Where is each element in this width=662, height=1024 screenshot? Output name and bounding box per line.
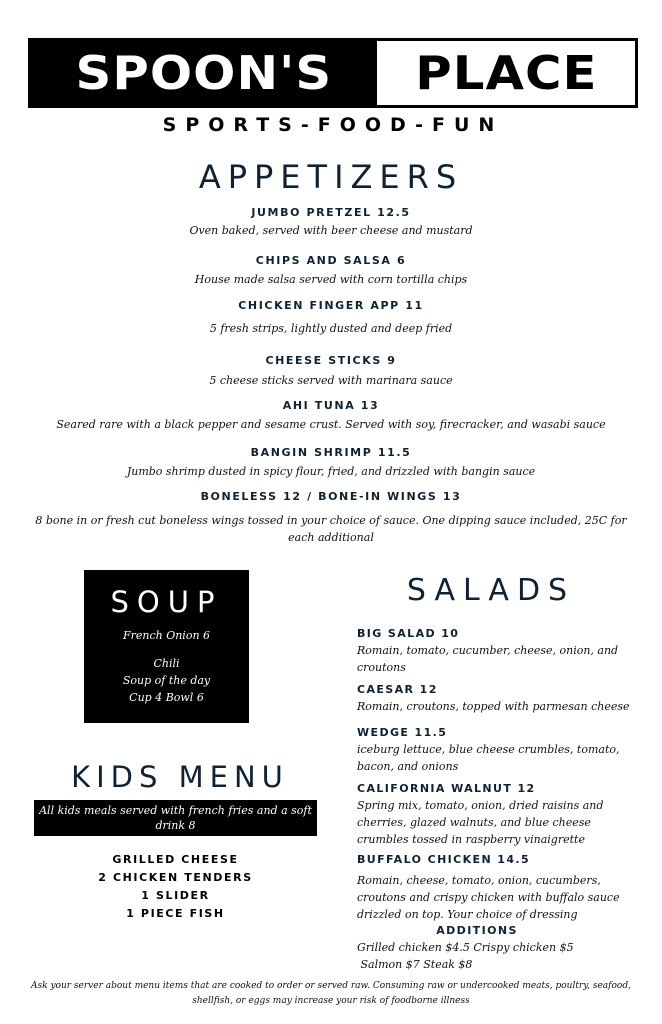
- logo-tagline: SPORTS-FOOD-FUN: [162, 114, 504, 136]
- salad-desc: iceburg lettuce, blue cheese crumbles, tomato, bacon, and onions: [357, 743, 620, 773]
- kids-menu-title: KIDS MENU: [71, 760, 289, 794]
- salad-desc: Romain, tomato, cucumber, cheese, onion, and croutons: [357, 644, 619, 674]
- appetizer-desc: House made salsa served with corn tortilla chips: [194, 273, 468, 286]
- additions-line: Grilled chicken $4.5 Crispy chicken $5: [357, 941, 574, 954]
- logo-left-panel: [31, 41, 377, 105]
- salad-name: CALIFORNIA WALNUT 12: [357, 782, 536, 795]
- appetizer-item: [0, 204, 662, 240]
- kids-item: GRILLED CHEESE: [112, 853, 239, 866]
- appetizer-item: [0, 488, 662, 546]
- logo-left-word: SPOON'S: [75, 46, 333, 100]
- soup-line: French Onion 6: [122, 629, 211, 642]
- appetizers-title: APPETIZERS: [198, 158, 464, 196]
- soup-box: [84, 570, 249, 723]
- kids-note-box: [34, 800, 317, 836]
- salads-list: [357, 626, 632, 973]
- salad-name: BIG SALAD 10: [357, 627, 460, 640]
- additions-line: Salmon $7 Steak $8: [357, 958, 473, 971]
- logo: [28, 38, 638, 108]
- appetizer-item: [0, 352, 662, 392]
- salad-name: CAESAR 12: [357, 683, 438, 696]
- appetizer-item: [0, 297, 662, 339]
- salad-name: BUFFALO CHICKEN 14.5: [357, 853, 531, 866]
- appetizer-desc: Jumbo shrimp dusted in spicy flour, fried, and drizzled with bangin sauce: [126, 465, 536, 478]
- appetizer-name: BANGIN SHRIMP 11.5: [250, 446, 412, 459]
- additions-title: ADDITIONS: [436, 924, 518, 937]
- salads-title: SALADS: [406, 573, 576, 608]
- salad-desc: Romain, croutons, topped with parmesan cheese: [357, 700, 630, 713]
- soup-line: Soup of the day: [122, 674, 211, 687]
- appetizer-item: [0, 397, 662, 435]
- salad-desc: Spring mix, tomato, onion, dried raisins and cherries, glazed walnuts, and blue cheese crumbles tossed in raspberry vinaigrette: [357, 799, 604, 846]
- appetizer-name: CHEESE STICKS 9: [265, 354, 397, 367]
- appetizer-name: AHI TUNA 13: [282, 399, 380, 412]
- soup-title: SOUP: [110, 585, 223, 619]
- soup-line: Chili: [153, 657, 180, 670]
- kids-items-list: [34, 851, 317, 923]
- raw-food-disclaimer: Ask your server about menu items that are cooked to order or served raw. Consuming raw or undercooked meats, poultry, seafood, shellfish, or eggs may increase your risk of foodborne illness: [31, 981, 631, 1006]
- logo-right-word: PLACE: [414, 46, 598, 100]
- appetizer-desc: 8 bone in or fresh cut boneless wings tossed in your choice of sauce. One dipping sauce included, 25C for each additional: [35, 514, 627, 544]
- salad-desc: Romain, cheese, tomato, onion, cucumbers, croutons and crispy chicken with buffalo sauce drizzled on top. Your choice of dressing: [357, 874, 620, 921]
- kids-note: All kids meals served with french fries and a soft drink 8: [39, 804, 312, 832]
- salad-name: WEDGE 11.5: [357, 726, 448, 739]
- appetizer-name: CHIPS AND SALSA 6: [255, 254, 407, 267]
- appetizer-item: [0, 444, 662, 482]
- appetizer-name: CHICKEN FINGER APP 11: [238, 299, 424, 312]
- appetizer-name: JUMBO PRETZEL 12.5: [251, 206, 411, 219]
- soup-line: Cup 4 Bowl 6: [129, 691, 204, 704]
- logo-right-panel: [377, 41, 635, 105]
- appetizer-desc: 5 cheese sticks served with marinara sauce: [209, 374, 453, 387]
- appetizer-desc: Oven baked, served with beer cheese and mustard: [189, 224, 473, 237]
- kids-item: 1 PIECE FISH: [126, 907, 225, 920]
- appetizer-desc: Seared rare with a black pepper and sesame crust. Served with soy, firecracker, and wasabi sauce: [56, 418, 606, 431]
- appetizer-desc: 5 fresh strips, lightly dusted and deep fried: [209, 322, 453, 335]
- kids-item: 2 CHICKEN TENDERS: [98, 871, 253, 884]
- kids-item: 1 SLIDER: [141, 889, 210, 902]
- appetizer-item: [0, 252, 662, 290]
- appetizer-name: BONELESS 12 / BONE-IN WINGS 13: [200, 490, 462, 503]
